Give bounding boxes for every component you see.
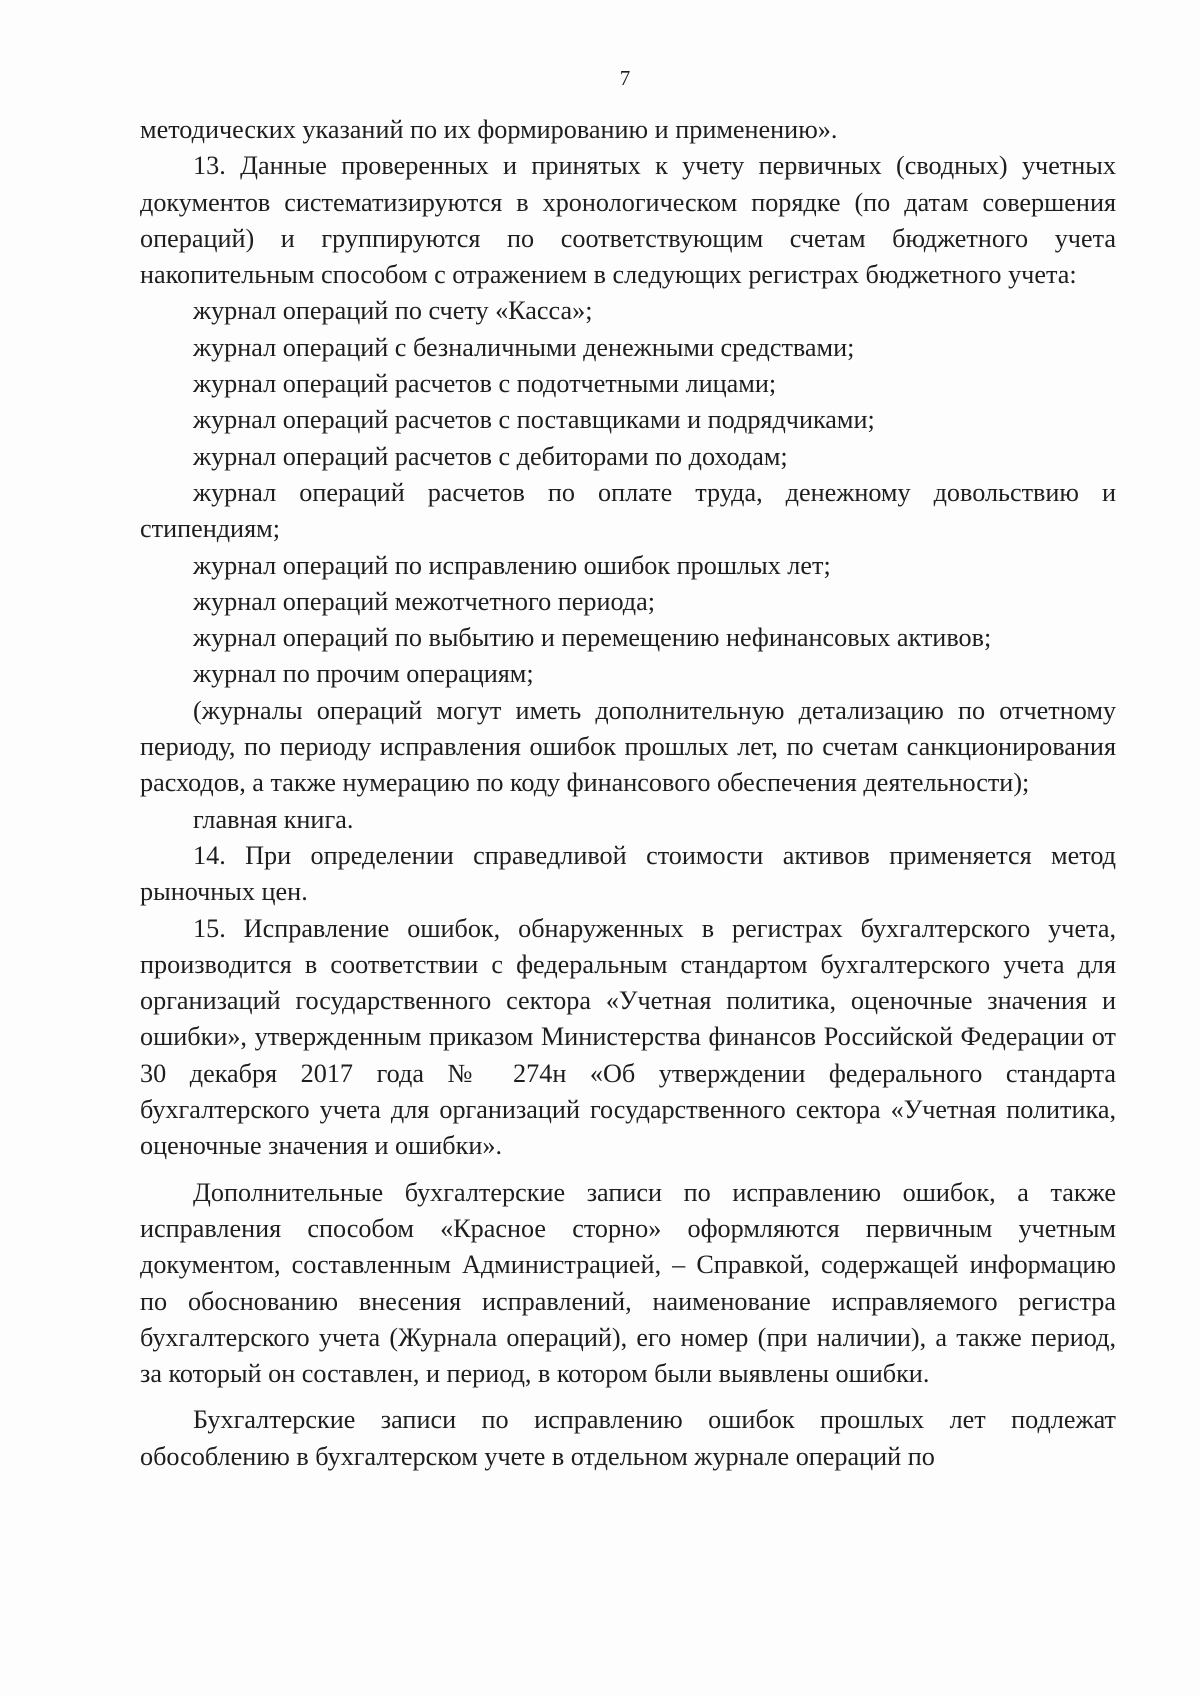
list-item: журнал операций расчетов с поставщиками и подрядчиками; [193,405,875,435]
list-item: журнал операций по счету «Касса»; [193,296,593,326]
list-item: журнал операций расчетов по оплате труда, денежному довольствию и стипендиям; [140,477,1116,544]
paragraph: 14. При определении справедливой стоимости активов применяется метод рыночных цен. [140,840,1116,907]
list-item: журнал операций по исправлению ошибок прошлых лет; [193,550,831,580]
paragraph: Бухгалтерские записи по исправлению ошибок прошлых лет подлежат обособлению в бухгалтерском учете в отдельном журнале операций по [140,1405,1116,1471]
list-item: журнал операций расчетов с дебиторами по доходам; [193,441,788,471]
paragraph: методических указаний по их формированию и применению». [140,115,838,144]
list-item: журнал по прочим операциям; [193,659,534,689]
list-item: главная книга. [193,804,354,834]
paragraph: Дополнительные бухгалтерские записи по исправлению ошибок, а также исправления способом «Красное сторно» оформляются первичным учетным документом, составленным Администрацией, – Справкой, содержащей информацию по обоснованию внесения исправлений, наименование исправляемого регистра бухгалтерского учета (Журнала операций), его номер (при наличии), а также период, за который он составлен, и период, в котором были выявлены ошибки. [140,1177,1116,1389]
list-item: журнал операций по выбытию и перемещению нефинансовых активов; [193,623,992,653]
paragraph: 13. Данные проверенных и принятых к учету первичных (сводных) учетных документов систематизируются в хронологическом порядке (по датам совершения операций) и группируются по соответствующим счетам бюджетного учета накопительным способом с отражением в следующих регистрах бюджетного учета: [140,151,1116,290]
paragraph: (журналы операций могут иметь дополнительную детализацию по отчетному периоду, по периоду исправления ошибок прошлых лет, по счетам санкционирования расходов, а также нумерацию по коду финансового обеспечения деятельности); [140,695,1116,798]
list-item: журнал операций межотчетного периода; [193,586,656,616]
list-item: журнал операций расчетов с подотчетными лицами; [193,369,777,399]
paragraph: 15. Исправление ошибок, обнаруженных в регистрах бухгалтерского учета, производится в соответствии с федеральным стандартом бухгалтерского учета для организаций государственного сектора «Учетная политика, оценочные значения и ошибки», утвержденным приказом Министерства финансов Российской Федерации от 30 декабря 2017 года № 274н «Об утверждении федерального стандарта бухгалтерского учета для организаций государственного сектора «Учетная политика, оценочные значения и ошибки». [140,913,1116,1161]
document-body [140,112,1116,1475]
page-number: 7 [619,66,631,90]
list-item: журнал операций с безналичными денежными средствами; [193,332,855,362]
